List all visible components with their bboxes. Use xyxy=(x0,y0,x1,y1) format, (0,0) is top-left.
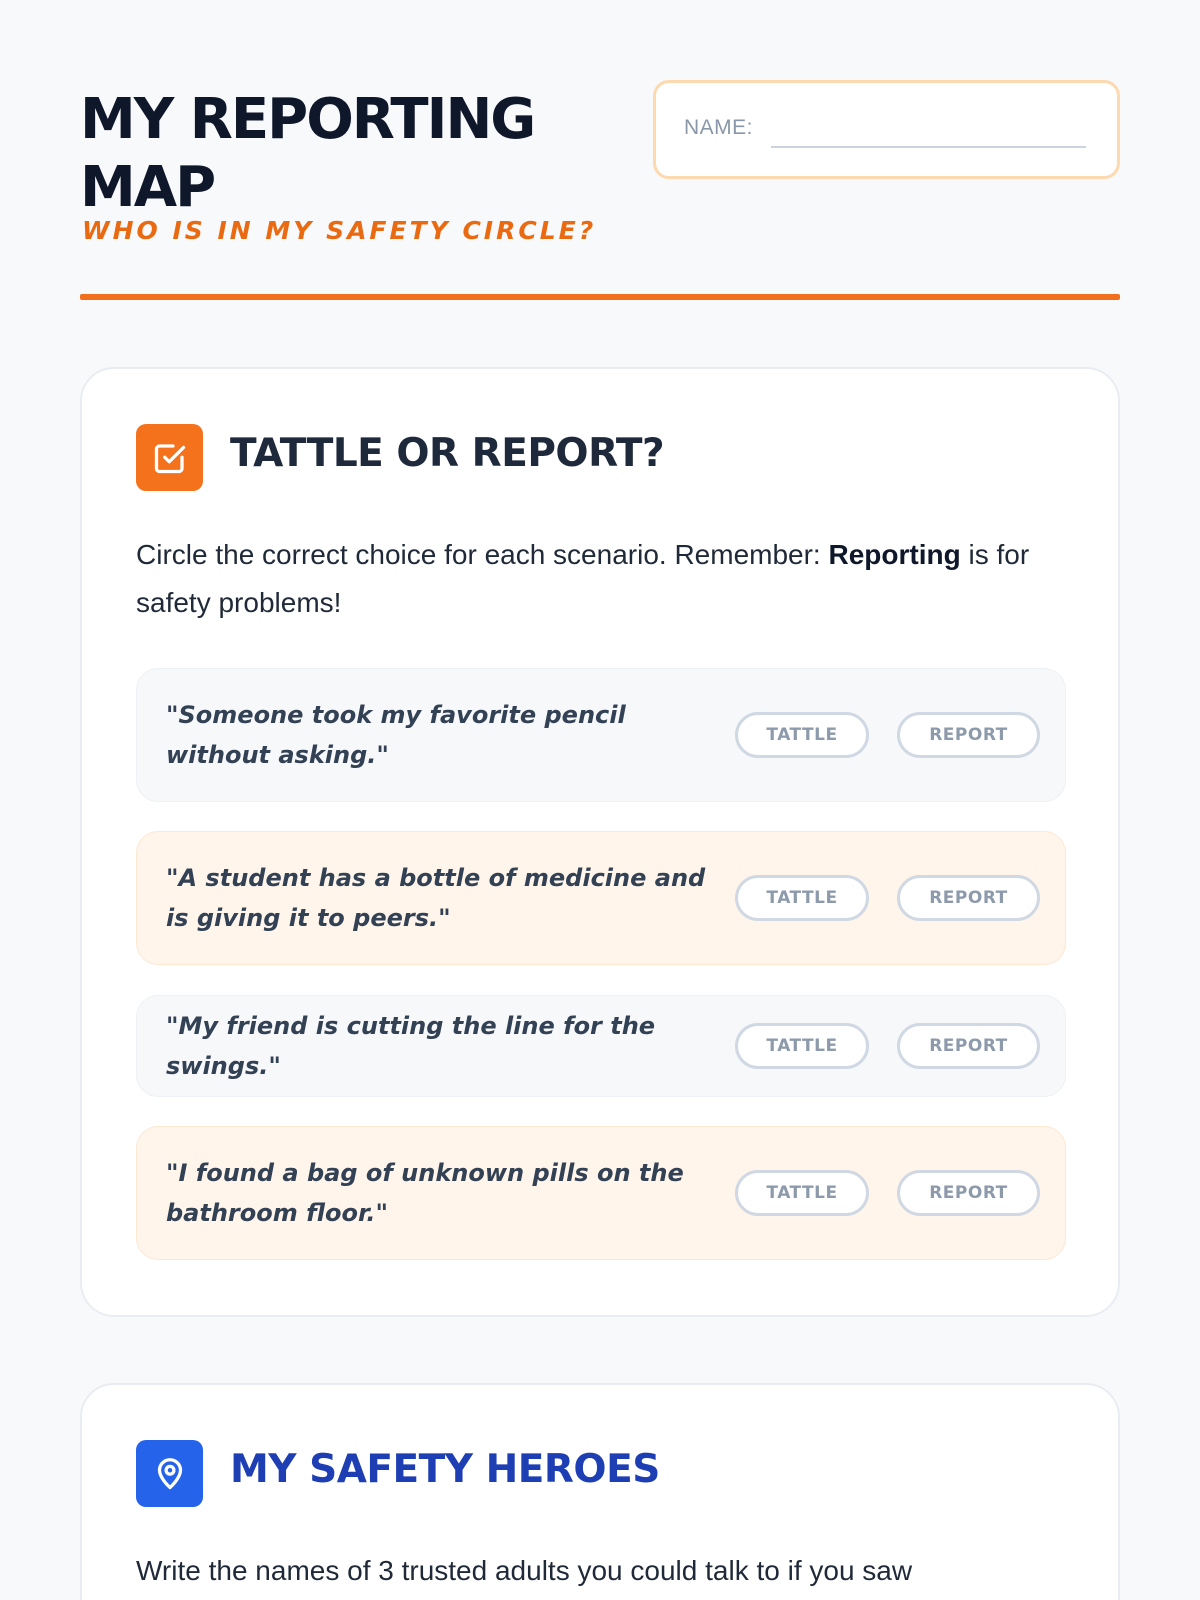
scenario-text: "Someone took my favorite pencil without asking." xyxy=(166,701,626,769)
section-instructions: Write the names of 3 trusted adults you could talk to if you saw xyxy=(136,1555,913,1586)
page-title: MY REPORTING MAP xyxy=(80,87,535,220)
tattle-choice-button[interactable]: TATTLE xyxy=(735,1170,869,1216)
safety-heroes-card xyxy=(80,1383,1120,1600)
scenario-row xyxy=(136,831,1066,965)
scenario-row xyxy=(136,668,1066,802)
report-choice-button[interactable]: REPORT xyxy=(897,712,1040,758)
scenario-text: "A student has a bottle of medicine and is giving it to peers." xyxy=(166,864,706,932)
report-choice-button[interactable]: REPORT xyxy=(897,875,1040,921)
tattle-or-report-card xyxy=(80,367,1120,1317)
name-label: NAME: xyxy=(684,116,754,139)
scenario-row xyxy=(136,1126,1066,1260)
scenario-text: "My friend is cutting the line for the swings." xyxy=(166,1012,656,1080)
map-pin-icon xyxy=(136,1440,203,1507)
report-choice-button[interactable]: REPORT xyxy=(897,1170,1040,1216)
name-input-line[interactable] xyxy=(771,146,1086,148)
section-title: TATTLE OR REPORT? xyxy=(230,431,665,476)
scenario-row xyxy=(136,995,1066,1097)
report-choice-button[interactable]: REPORT xyxy=(897,1023,1040,1069)
section-title: MY SAFETY HEROES xyxy=(230,1447,660,1492)
scenario-text: "I found a bag of unknown pills on the bathroom floor." xyxy=(166,1159,684,1227)
page-subtitle: WHO IS IN MY SAFETY CIRCLE? xyxy=(82,216,597,245)
tattle-choice-button[interactable]: TATTLE xyxy=(735,875,869,921)
tattle-choice-button[interactable]: TATTLE xyxy=(735,712,869,758)
worksheet-header xyxy=(80,80,1120,300)
header-divider xyxy=(80,294,1120,300)
name-field[interactable] xyxy=(653,80,1120,179)
checkbox-icon xyxy=(136,424,203,491)
tattle-choice-button[interactable]: TATTLE xyxy=(735,1023,869,1069)
section-instructions: Circle the correct choice for each scenario. Remember: Reporting is for safety problems! xyxy=(136,539,1030,618)
